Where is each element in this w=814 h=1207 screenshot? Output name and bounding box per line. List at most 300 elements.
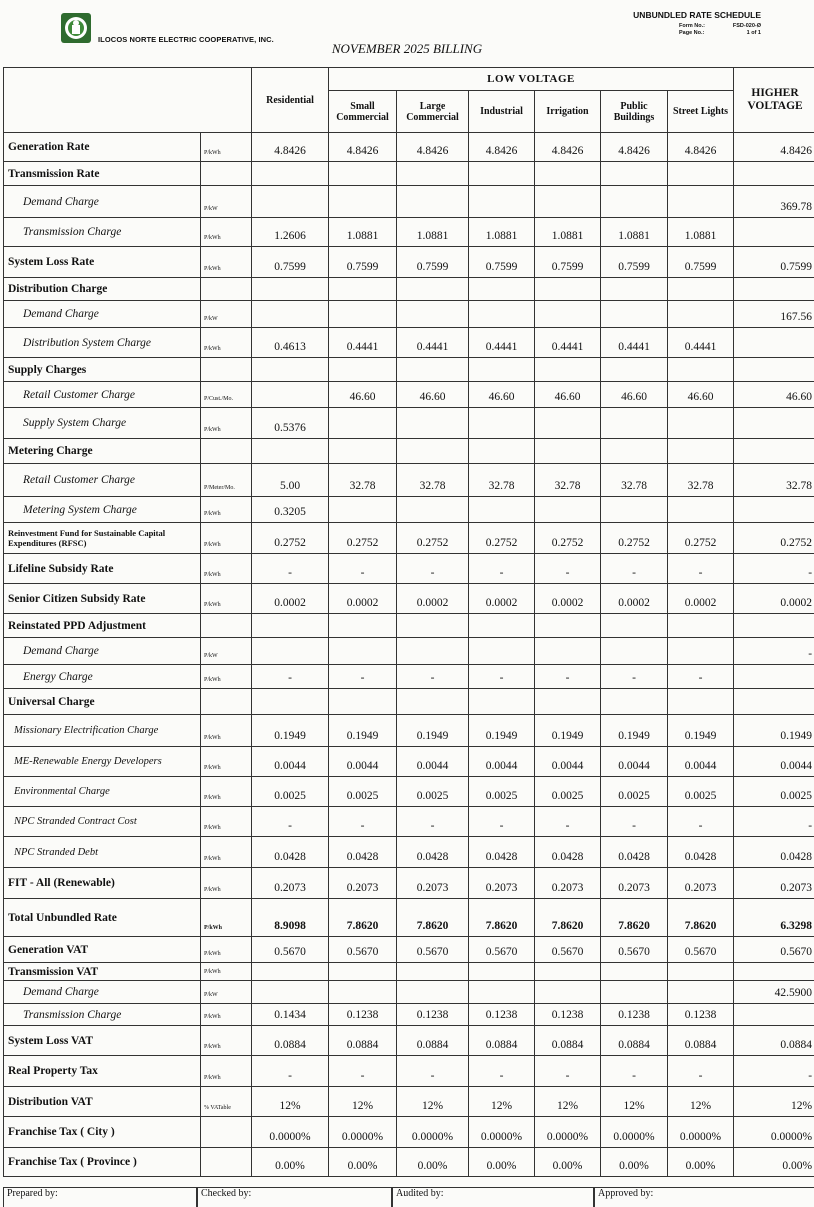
rate-value: 0.2752 [397, 523, 469, 554]
row-label: Lifeline Subsidy Rate [4, 554, 201, 584]
rate-value: 0.1949 [734, 715, 814, 747]
rate-value: 0.0025 [535, 777, 601, 807]
rate-value [252, 439, 329, 464]
rate-value: 1.0881 [329, 218, 397, 247]
row-label: Demand Charge [4, 186, 201, 218]
approved-by: Approved by: [594, 1187, 814, 1207]
rate-value: 0.0044 [397, 747, 469, 777]
rate-row [4, 523, 814, 554]
row-label: Senior Citizen Subsidy Rate [4, 584, 201, 614]
rate-value: 0.7599 [252, 247, 329, 278]
rate-value: 0.7599 [535, 247, 601, 278]
rate-value: 4.8426 [535, 133, 601, 162]
rate-value [601, 497, 668, 523]
rate-value [329, 358, 397, 382]
rate-value [668, 497, 734, 523]
row-unit: P/kWh [201, 1026, 252, 1056]
row-unit: P/kWh [201, 584, 252, 614]
rate-value [601, 278, 668, 301]
row-label: Transmission Charge [4, 1004, 201, 1026]
rate-value: 12% [397, 1087, 469, 1117]
rate-value: 1.0881 [469, 218, 535, 247]
rate-value: 0.0044 [535, 747, 601, 777]
rate-value: 0.0002 [397, 584, 469, 614]
col-group-low-voltage: LOW VOLTAGE [329, 68, 734, 91]
rate-value [734, 439, 814, 464]
rate-value: 0.7599 [734, 247, 814, 278]
page-no-label: Page No.: [679, 30, 704, 37]
rate-value: 0.4441 [668, 328, 734, 358]
rate-value [535, 497, 601, 523]
row-unit: P/kWh [201, 1004, 252, 1026]
rate-value: - [329, 807, 397, 837]
rate-value [535, 963, 601, 981]
rate-value [668, 439, 734, 464]
billing-period: NOVEMBER 2025 BILLING [0, 41, 814, 57]
rate-value [535, 689, 601, 715]
rate-value [469, 497, 535, 523]
rate-value [252, 963, 329, 981]
rate-value: 0.0002 [469, 584, 535, 614]
row-unit: P/kWh [201, 408, 252, 439]
row-label: Generation VAT [4, 937, 201, 963]
row-unit: P/kWh [201, 937, 252, 963]
rate-value [668, 963, 734, 981]
col-public-buildings: Public Buildings [601, 91, 668, 133]
rate-value [535, 301, 601, 328]
rate-value: 12% [252, 1087, 329, 1117]
rate-value: 7.8620 [397, 899, 469, 937]
rate-value: 0.00% [329, 1148, 397, 1177]
rate-value: 0.00% [252, 1148, 329, 1177]
rate-value: 0.5670 [397, 937, 469, 963]
row-unit [201, 278, 252, 301]
col-residential: Residential [252, 68, 329, 133]
rate-row [4, 497, 814, 523]
rate-value [397, 638, 469, 665]
rate-value: 7.8620 [535, 899, 601, 937]
rate-value: 0.4441 [601, 328, 668, 358]
rate-value: 0.5376 [252, 408, 329, 439]
row-unit: % VATable [201, 1087, 252, 1117]
rate-value: 0.7599 [601, 247, 668, 278]
row-label: FIT - All (Renewable) [4, 868, 201, 899]
rate-row [4, 408, 814, 439]
rate-value: 0.2073 [329, 868, 397, 899]
form-no: FSD-020-Ø [733, 23, 761, 30]
row-unit: P/kWh [201, 899, 252, 937]
rate-value: 12% [601, 1087, 668, 1117]
rate-value [734, 218, 814, 247]
row-unit [201, 1148, 252, 1177]
rate-row [4, 899, 814, 937]
row-label: Environmental Charge [4, 777, 201, 807]
rate-value: 0.2073 [252, 868, 329, 899]
rate-value: 0.4441 [329, 328, 397, 358]
rate-row [4, 301, 814, 328]
rate-value [601, 408, 668, 439]
rate-value: 4.8426 [329, 133, 397, 162]
rate-value: - [329, 1056, 397, 1087]
row-unit: P/Meter/Mo. [201, 464, 252, 497]
rate-value: 0.0428 [329, 837, 397, 868]
row-unit: P/kWh [201, 1056, 252, 1087]
row-label: Transmission Rate [4, 162, 201, 186]
rate-value [397, 439, 469, 464]
rate-value [469, 981, 535, 1004]
rate-value: 0.4613 [252, 328, 329, 358]
col-street-lights: Street Lights [668, 91, 734, 133]
rate-value: - [734, 807, 814, 837]
rate-value: 0.1238 [329, 1004, 397, 1026]
page-no: 1 of 1 [747, 30, 761, 37]
row-unit [201, 358, 252, 382]
row-label: Reinvestment Fund for Sustainable Capital Expenditures (RFSC) [4, 523, 201, 554]
rate-value [397, 981, 469, 1004]
rate-value: - [535, 554, 601, 584]
cooperative-logo-icon [60, 12, 92, 44]
rate-value: 12% [535, 1087, 601, 1117]
rate-value: - [535, 1056, 601, 1087]
rate-value: 32.78 [329, 464, 397, 497]
rate-row [4, 1148, 814, 1177]
rate-value: 0.7599 [397, 247, 469, 278]
rate-value: 32.78 [734, 464, 814, 497]
rate-value: 0.0000% [397, 1117, 469, 1148]
rate-value [535, 981, 601, 1004]
rate-row [4, 837, 814, 868]
rate-value [329, 439, 397, 464]
rate-value [397, 497, 469, 523]
rate-value [535, 162, 601, 186]
rate-row [4, 328, 814, 358]
rate-value [601, 301, 668, 328]
rate-value [329, 638, 397, 665]
rate-value [329, 981, 397, 1004]
signature-footer [3, 1187, 814, 1207]
rate-row [4, 554, 814, 584]
rate-value [329, 408, 397, 439]
rate-value: - [397, 807, 469, 837]
rate-row [4, 278, 814, 301]
rate-value: - [469, 554, 535, 584]
rate-value [397, 408, 469, 439]
rate-value: 0.0025 [601, 777, 668, 807]
col-higher-voltage: HIGHER VOLTAGE [734, 68, 814, 133]
rate-value: 0.1238 [601, 1004, 668, 1026]
rate-value: 0.0025 [668, 777, 734, 807]
rate-value: 0.5670 [668, 937, 734, 963]
row-unit: P/kWh [201, 497, 252, 523]
rate-value: 1.2606 [252, 218, 329, 247]
rate-value: 0.0000% [252, 1117, 329, 1148]
row-unit [201, 614, 252, 638]
rate-value: - [252, 665, 329, 689]
row-unit: P/kWh [201, 554, 252, 584]
rate-value: - [469, 665, 535, 689]
row-unit: P/kW [201, 981, 252, 1004]
rate-value: 1.0881 [668, 218, 734, 247]
rate-value: 0.0002 [329, 584, 397, 614]
rate-value [469, 186, 535, 218]
rate-row [4, 638, 814, 665]
rate-value [397, 963, 469, 981]
rate-value: - [252, 807, 329, 837]
rate-value: 0.0000% [329, 1117, 397, 1148]
rate-value: 0.0044 [734, 747, 814, 777]
rate-value: 12% [469, 1087, 535, 1117]
rate-value: - [734, 638, 814, 665]
rate-value: 0.0002 [535, 584, 601, 614]
rate-value [252, 638, 329, 665]
rate-value [734, 963, 814, 981]
rate-value: 1.0881 [601, 218, 668, 247]
rate-value [734, 278, 814, 301]
rate-value: 0.1949 [329, 715, 397, 747]
rate-value: 0.2073 [668, 868, 734, 899]
rate-value: 0.0000% [469, 1117, 535, 1148]
prepared-by: Prepared by: [3, 1187, 197, 1207]
rate-value [252, 162, 329, 186]
rate-value [601, 439, 668, 464]
rate-value [252, 186, 329, 218]
rate-value [252, 358, 329, 382]
rate-value: 0.4441 [469, 328, 535, 358]
row-unit: P/kW [201, 301, 252, 328]
rate-value [397, 358, 469, 382]
col-small-commercial: Small Commercial [329, 91, 397, 133]
row-label: ME-Renewable Energy Developers [4, 747, 201, 777]
rate-row [4, 1117, 814, 1148]
rate-value: - [469, 1056, 535, 1087]
rate-value: 0.0428 [397, 837, 469, 868]
rate-row [4, 358, 814, 382]
col-irrigation: Irrigation [535, 91, 601, 133]
rate-value: 46.60 [397, 382, 469, 408]
row-label: Franchise Tax ( City ) [4, 1117, 201, 1148]
rate-value: - [601, 554, 668, 584]
rate-row [4, 584, 814, 614]
rate-row [4, 1026, 814, 1056]
rate-value [469, 689, 535, 715]
rate-value [668, 981, 734, 1004]
rate-value: - [329, 665, 397, 689]
rate-value: 0.2752 [252, 523, 329, 554]
row-label: Distribution System Charge [4, 328, 201, 358]
row-unit: P/kWh [201, 868, 252, 899]
rate-row [4, 937, 814, 963]
rate-value: 0.2073 [397, 868, 469, 899]
rate-value: 0.0044 [469, 747, 535, 777]
rate-value [397, 614, 469, 638]
rate-row [4, 218, 814, 247]
rate-value [668, 638, 734, 665]
row-unit: P/kW [201, 186, 252, 218]
rate-value [329, 689, 397, 715]
rate-value [734, 689, 814, 715]
rate-value: - [397, 554, 469, 584]
rate-value: 0.0044 [329, 747, 397, 777]
rate-value: - [601, 665, 668, 689]
rate-value [668, 614, 734, 638]
rate-value: 0.4441 [397, 328, 469, 358]
rate-row [4, 981, 814, 1004]
rate-value: 0.0000% [535, 1117, 601, 1148]
rate-value [397, 689, 469, 715]
rate-value: 0.0884 [734, 1026, 814, 1056]
row-label: Supply Charges [4, 358, 201, 382]
rate-value [734, 328, 814, 358]
row-unit: P/kWh [201, 328, 252, 358]
row-label: System Loss Rate [4, 247, 201, 278]
rate-value [252, 278, 329, 301]
rate-value: 0.2073 [601, 868, 668, 899]
rate-value [329, 963, 397, 981]
rate-value [469, 439, 535, 464]
rate-value: 46.60 [601, 382, 668, 408]
rate-value: 4.8426 [601, 133, 668, 162]
rate-value: 0.0884 [397, 1026, 469, 1056]
rate-value: 0.0044 [601, 747, 668, 777]
rate-value: 46.60 [668, 382, 734, 408]
rate-value: 0.3205 [252, 497, 329, 523]
rate-value: 0.5670 [252, 937, 329, 963]
row-unit: P/kWh [201, 133, 252, 162]
rate-value: 0.0000% [668, 1117, 734, 1148]
rate-value: 0.0044 [668, 747, 734, 777]
rate-value: 0.1949 [252, 715, 329, 747]
rate-value [668, 186, 734, 218]
row-label: Supply System Charge [4, 408, 201, 439]
rate-value [469, 963, 535, 981]
rate-value: 0.0002 [734, 584, 814, 614]
row-label: Retail Customer Charge [4, 382, 201, 408]
rate-value: 0.0428 [734, 837, 814, 868]
row-label: Missionary Electrification Charge [4, 715, 201, 747]
rate-value: 369.78 [734, 186, 814, 218]
rate-value: 0.0002 [252, 584, 329, 614]
rate-value: 167.56 [734, 301, 814, 328]
rate-value: 0.2073 [734, 868, 814, 899]
rate-value: 8.9098 [252, 899, 329, 937]
rate-value: 32.78 [469, 464, 535, 497]
rate-value: 0.0884 [469, 1026, 535, 1056]
rate-value: 4.8426 [668, 133, 734, 162]
row-label: System Loss VAT [4, 1026, 201, 1056]
rate-value: 0.5670 [469, 937, 535, 963]
rate-value [329, 186, 397, 218]
rate-schedule-table [3, 67, 814, 1177]
rate-value [535, 278, 601, 301]
row-unit: P/kWh [201, 523, 252, 554]
rate-value: 0.1949 [469, 715, 535, 747]
row-label: Distribution Charge [4, 278, 201, 301]
rate-value: 0.2752 [535, 523, 601, 554]
rate-value: 0.0025 [469, 777, 535, 807]
rate-value: 0.00% [535, 1148, 601, 1177]
rate-value: 0.00% [397, 1148, 469, 1177]
rate-row [4, 382, 814, 408]
row-unit: P/kW [201, 638, 252, 665]
checked-by: Checked by: [197, 1187, 392, 1207]
rate-value: 0.1238 [668, 1004, 734, 1026]
row-label: NPC Stranded Contract Cost [4, 807, 201, 837]
rate-value: - [668, 665, 734, 689]
rate-value: 0.0025 [329, 777, 397, 807]
row-unit: P/kWh [201, 807, 252, 837]
rate-value: 0.00% [469, 1148, 535, 1177]
rate-row [4, 1087, 814, 1117]
col-industrial: Industrial [469, 91, 535, 133]
rate-value: - [734, 554, 814, 584]
rate-value: 0.2752 [601, 523, 668, 554]
rate-value [734, 497, 814, 523]
rate-value: 0.2752 [329, 523, 397, 554]
rate-value: 0.0884 [252, 1026, 329, 1056]
rate-value [397, 186, 469, 218]
rate-value: 5.00 [252, 464, 329, 497]
col-large-commercial: Large Commercial [397, 91, 469, 133]
rate-value: 0.0044 [252, 747, 329, 777]
header-blank [4, 68, 252, 133]
rate-value: 0.0000% [601, 1117, 668, 1148]
rate-value: - [397, 1056, 469, 1087]
rate-rows [4, 133, 814, 1177]
rate-value: 46.60 [469, 382, 535, 408]
rate-value: 0.7599 [668, 247, 734, 278]
rate-value: 0.0002 [668, 584, 734, 614]
rate-value: 7.8620 [329, 899, 397, 937]
audited-by: Audited by: [392, 1187, 594, 1207]
rate-value [601, 614, 668, 638]
rate-row [4, 1004, 814, 1026]
row-unit [201, 162, 252, 186]
rate-value: 1.0881 [535, 218, 601, 247]
rate-value [535, 408, 601, 439]
rate-row [4, 868, 814, 899]
rate-value [601, 638, 668, 665]
rate-value: 0.1949 [601, 715, 668, 747]
rate-value: 7.8620 [469, 899, 535, 937]
rate-value: 6.3298 [734, 899, 814, 937]
rate-value: 0.2073 [535, 868, 601, 899]
rate-row [4, 133, 814, 162]
rate-value [535, 614, 601, 638]
rate-value: 0.0884 [668, 1026, 734, 1056]
rate-value: 46.60 [734, 382, 814, 408]
rate-value [668, 278, 734, 301]
rate-value: 4.8426 [397, 133, 469, 162]
rate-value [601, 981, 668, 1004]
rate-value [734, 614, 814, 638]
rate-value: 0.0428 [535, 837, 601, 868]
rate-value: - [668, 554, 734, 584]
rate-value: 0.5670 [535, 937, 601, 963]
rate-value: 7.8620 [668, 899, 734, 937]
rate-value: - [668, 807, 734, 837]
rate-value: 4.8426 [734, 133, 814, 162]
row-unit: P/kWh [201, 665, 252, 689]
rate-row [4, 439, 814, 464]
rate-value [469, 301, 535, 328]
rate-row [4, 715, 814, 747]
rate-value [535, 638, 601, 665]
rate-value: - [668, 1056, 734, 1087]
rate-row [4, 247, 814, 278]
rate-value: - [535, 665, 601, 689]
form-no-label: Form No.: [679, 23, 705, 30]
rate-value [252, 981, 329, 1004]
